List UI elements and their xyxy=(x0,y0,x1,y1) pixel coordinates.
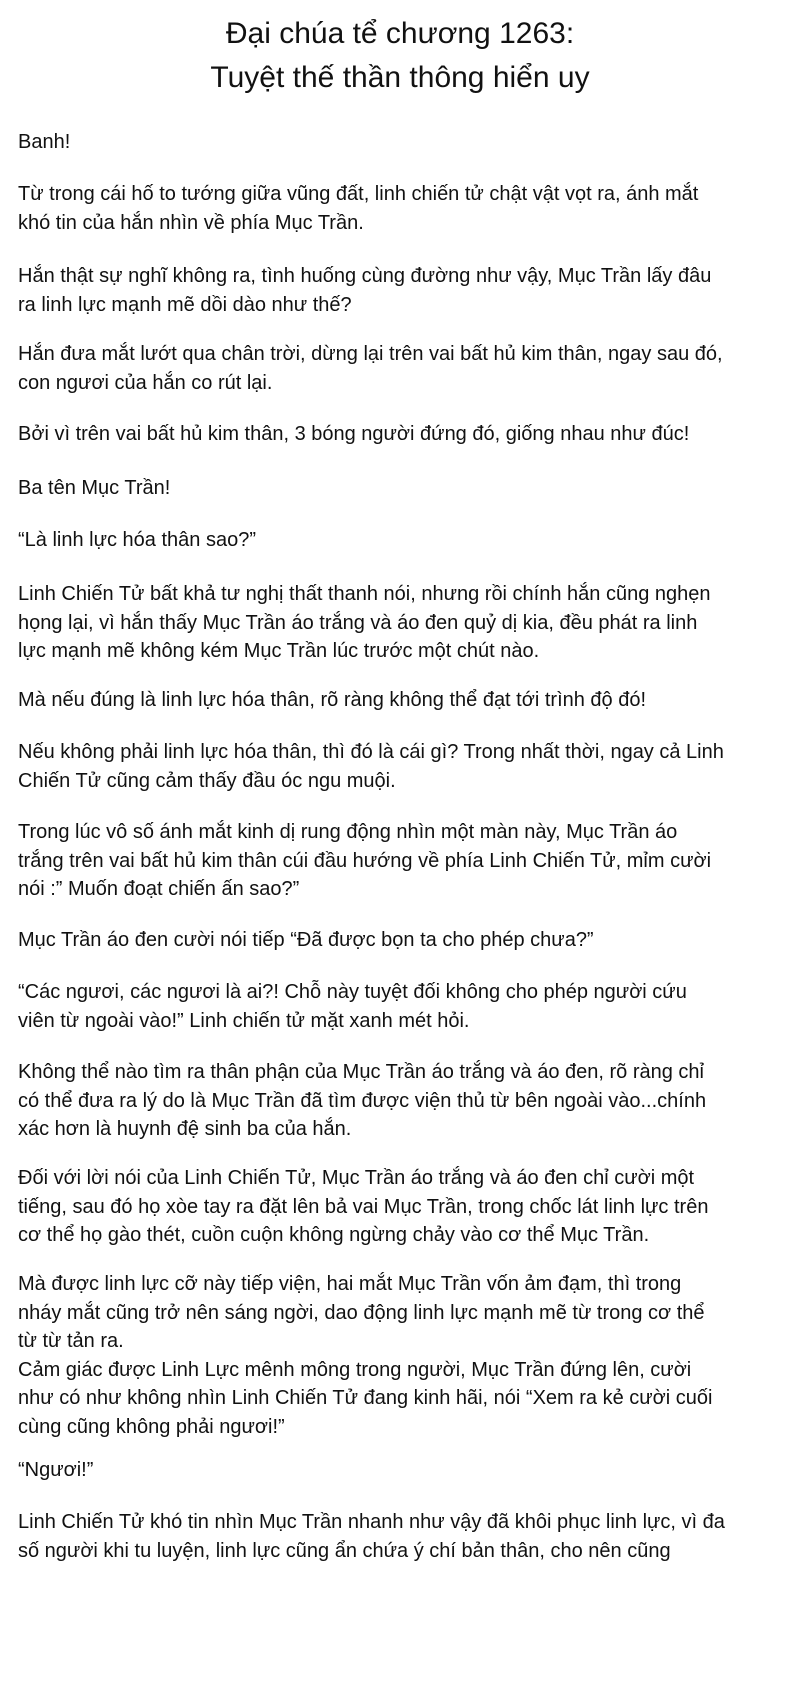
paragraph xyxy=(18,474,788,503)
paragraph-line: Hắn thật sự nghĩ không ra, tình huống cùng đường như vậy, Mục Trần lấy đâu xyxy=(18,265,712,287)
paragraph-line: nháy mắt cũng trở nên sáng ngời, dao động linh lực mạnh mẽ từ trong cơ thể xyxy=(18,1301,705,1324)
paragraph-line: Linh Chiến Tử khó tin nhìn Mục Trần nhanh như vậy đã khôi phục linh lực, vì đa xyxy=(18,1511,725,1533)
paragraph-line: con ngươi của hắn co rút lại. xyxy=(18,371,273,394)
paragraph xyxy=(18,1508,788,1565)
paragraph-line: có thể đưa ra lý do là Mục Trần đã tìm được viện thủ từ bên ngoài vào...chính xyxy=(18,1089,707,1112)
paragraph-line: Từ trong cái hố to tướng giữa vũng đất, linh chiến tử chật vật vọt ra, ánh mắt xyxy=(18,183,699,205)
chapter-title-line-2: Tuyệt thế thần thông hiển uy xyxy=(210,61,590,94)
paragraph-line: lực mạnh mẽ không kém Mục Trần lúc trước một chút nào. xyxy=(18,640,540,662)
paragraph-line: Banh! xyxy=(18,131,71,153)
paragraph-line: Hắn đưa mắt lướt qua chân trời, dừng lại trên vai bất hủ kim thân, ngay sau đó, xyxy=(18,343,723,365)
chapter-title xyxy=(0,12,800,100)
paragraph-line: ra linh lực mạnh mẽ dồi dào như thế? xyxy=(18,293,352,316)
paragraph-line: Mà được linh lực cỡ này tiếp viện, hai mắt Mục Trần vốn ảm đạm, thì trong xyxy=(18,1273,682,1295)
paragraph xyxy=(18,580,788,666)
chapter-title-line-1: Đại chúa tể chương 1263: xyxy=(225,17,575,50)
paragraph xyxy=(18,420,788,449)
paragraph-line: xác hơn là huynh đệ sinh ba của hắn. xyxy=(18,1118,352,1140)
paragraph-line: Cảm giác được Linh Lực mênh mông trong người, Mục Trần đứng lên, cười xyxy=(18,1358,692,1381)
paragraph xyxy=(18,818,788,904)
paragraph-line: trắng trên vai bất hủ kim thân cúi đầu hướng về phía Linh Chiến Tử, mỉm cười xyxy=(18,849,712,872)
paragraph xyxy=(18,180,788,237)
paragraph-line: Nếu không phải linh lực hóa thân, thì đó là cái gì? Trong nhất thời, ngay cả Linh xyxy=(18,741,724,763)
paragraph-line: “Là linh lực hóa thân sao?” xyxy=(18,529,256,551)
paragraph-line: Không thể nào tìm ra thân phận của Mục Trần áo trắng và áo đen, rõ ràng chỉ xyxy=(18,1061,704,1083)
paragraph-line: cùng cũng không phải ngươi!” xyxy=(18,1415,285,1438)
paragraph xyxy=(18,1058,788,1144)
paragraph-line: Bởi vì trên vai bất hủ kim thân, 3 bóng người đứng đó, giống nhau như đúc! xyxy=(18,423,690,445)
paragraph xyxy=(18,926,788,955)
paragraph-line: “Ngươi!” xyxy=(18,1459,94,1481)
paragraph-line: Mục Trần áo đen cười nói tiếp “Đã được bọn ta cho phép chưa?” xyxy=(18,929,594,951)
paragraph-line: Trong lúc vô số ánh mắt kinh dị rung động nhìn một màn này, Mục Trần áo xyxy=(18,821,678,843)
paragraph-line: “Các ngươi, các ngươi là ai?! Chỗ này tuyệt đối không cho phép người cứu xyxy=(18,981,687,1003)
paragraph-line: khó tin của hắn nhìn về phía Mục Trần. xyxy=(18,211,364,234)
paragraph xyxy=(18,978,788,1035)
paragraph xyxy=(18,1456,788,1485)
paragraph xyxy=(18,1270,788,1441)
paragraph-line: Linh Chiến Tử bất khả tư nghị thất thanh nói, nhưng rồi chính hắn cũng nghẹn xyxy=(18,583,711,605)
paragraph-line: họng lại, vì hắn thấy Mục Trần áo trắng và áo đen quỷ dị kia, đều phát ra linh xyxy=(18,611,698,634)
paragraph-line: Mà nếu đúng là linh lực hóa thân, rõ ràng không thể đạt tới trình độ đó! xyxy=(18,689,647,711)
paragraph xyxy=(18,686,788,715)
paragraph xyxy=(18,738,788,795)
paragraph-line: số người khi tu luyện, linh lực cũng ẩn chứa ý chí bản thân, cho nên cũng xyxy=(18,1539,671,1562)
paragraph-line: Đối với lời nói của Linh Chiến Tử, Mục Trần áo trắng và áo đen chỉ cười một xyxy=(18,1167,695,1189)
paragraph xyxy=(18,526,788,555)
paragraph xyxy=(18,262,788,319)
paragraph-line: nói :” Muốn đoạt chiến ấn sao?” xyxy=(18,878,300,900)
paragraph-line: như có như không nhìn Linh Chiến Tử đang kinh hãi, nói “Xem ra kẻ cười cuối xyxy=(18,1387,713,1409)
paragraph-line: viên từ ngoài vào!” Linh chiến tử mặt xanh mét hỏi. xyxy=(18,1009,470,1032)
paragraph-line: Ba tên Mục Trần! xyxy=(18,477,171,499)
paragraph xyxy=(18,340,788,397)
paragraph-line: tiếng, sau đó họ xòe tay ra đặt lên bả vai Mục Trần, trong chốc lát linh lực trên xyxy=(18,1195,709,1218)
paragraph-line: từ từ tản ra. xyxy=(18,1330,124,1352)
paragraph xyxy=(18,1164,788,1250)
paragraph-line: cơ thể họ gào thét, cuồn cuộn không ngừng chảy vào cơ thể Mục Trần. xyxy=(18,1224,650,1246)
paragraph xyxy=(18,128,788,157)
paragraph-line: Chiến Tử cũng cảm thấy đầu óc ngu muội. xyxy=(18,769,396,792)
